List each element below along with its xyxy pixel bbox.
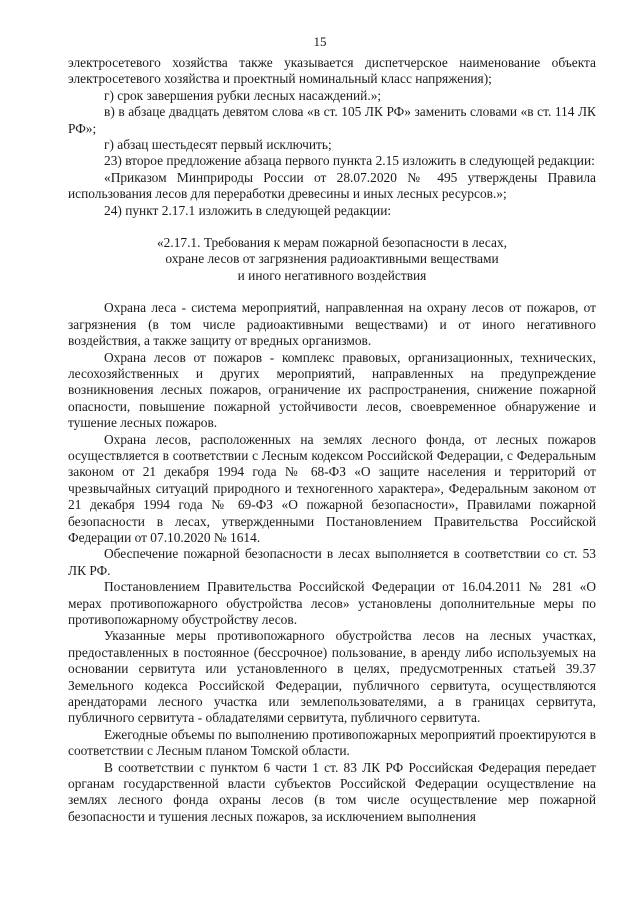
paragraph: Охрана леса - система мероприятий, направленная на охрану лесов от пожаров, от загрязнения (в том числе радиоактивными веществами) и от иного негативного воздействия, а также защиту от вредных организмов. <box>68 300 596 349</box>
paragraph: Обеспечение пожарной безопасности в лесах выполняется в соответствии со ст. 53 ЛК РФ. <box>68 546 596 578</box>
paragraph: Указанные меры противопожарного обустройства лесов на лесных участках, предоставленных в постоянное (бессрочное) пользование, в аренду либо используемых на основании сервитута или установленного в целях, предусмотренных статьей 39.37 Земельного кодекса Российской Федерации, публичного сервитута, осуществляются арендаторами лесного участка или землепользователями, а в границах сервитута, публичного сервитута - обладателями сервитута, публичного сервитута. <box>68 628 596 726</box>
spacer <box>68 219 596 235</box>
paragraph: «Приказом Минприроды России от 28.07.2020 № 495 утверждены Правила использования лесов для переработки древесины и иных лесных ресурсов.»; <box>68 169 596 202</box>
document-body <box>68 55 596 825</box>
paragraph: 23) второе предложение абзаца первого пункта 2.15 изложить в следующей редакции: <box>104 153 595 169</box>
page-number: 15 <box>313 34 327 49</box>
paragraph: В соответствии с пунктом 6 части 1 ст. 83 ЛК РФ Российская Федерация передает органам государственной власти субъектов Российской Федерации осуществление на землях лесного фонда охраны лесов (в том числе осуществление мер пожарной безопасности и тушения лесных пожаров, за исключением выполнения <box>68 759 596 824</box>
section-heading-line: и иного негативного воздействия <box>237 267 427 283</box>
paragraph: г) абзац шестьдесят первый исключить; <box>104 137 332 153</box>
paragraph: электросетевого хозяйства также указывается диспетчерское наименование объекта электросетевого хозяйства и проектный номинальный класс напряжения); <box>68 55 596 87</box>
paragraph: 24) пункт 2.17.1 изложить в следующей редакции: <box>104 202 392 218</box>
paragraph: г) срок завершения рубки лесных насаждений.»; <box>104 87 382 103</box>
paragraph: Постановлением Правительства Российской Федерации от 16.04.2011 № 281 «О мерах противопожарного обустройства лесов» установлены дополнительные меры по противопожарному обустройству лесов. <box>68 579 596 627</box>
spacer <box>68 284 596 300</box>
section-heading-line: охране лесов от загрязнения радиоактивными веществами <box>165 251 499 267</box>
paragraph: Охрана лесов, расположенных на землях лесного фонда, от лесных пожаров осуществляется в соответствии с Лесным кодексом Российской Федерации, с Федеральным законом от 21 декабря 1994 года № 68-ФЗ «О защите населения и территорий от чрезвычайных ситуаций природного и техногенного характера», Федеральным законом от 21 декабря 1994 года № 69-ФЗ «О пожарной безопасности», Правилами пожарной безопасности в лесах, утвержденными Постановлением Правительства Российской Федерации от 07.10.2020 № 1614. <box>68 431 596 545</box>
section-heading <box>68 235 596 284</box>
paragraph: в) в абзаце двадцать девятом слова «в ст. 105 ЛК РФ» заменить словами «в ст. 114 ЛК РФ»; <box>68 104 596 136</box>
paragraph: Охрана лесов от пожаров - комплекс правовых, организационных, технических, лесохозяйственных и других мероприятий, направленных на предупреждение возникновения лесных пожаров, ограничение их распространения, снижение пожарной опасности, повышение пожарной устойчивости лесов, своевременное обнаружение и тушение лесных пожаров. <box>68 349 596 431</box>
paragraph: Ежегодные объемы по выполнению противопожарных мероприятий проектируются в соответствии с Лесным планом Томской области. <box>68 726 596 759</box>
section-heading-line: «2.17.1. Требования к мерам пожарной безопасности в лесах, <box>156 235 508 251</box>
